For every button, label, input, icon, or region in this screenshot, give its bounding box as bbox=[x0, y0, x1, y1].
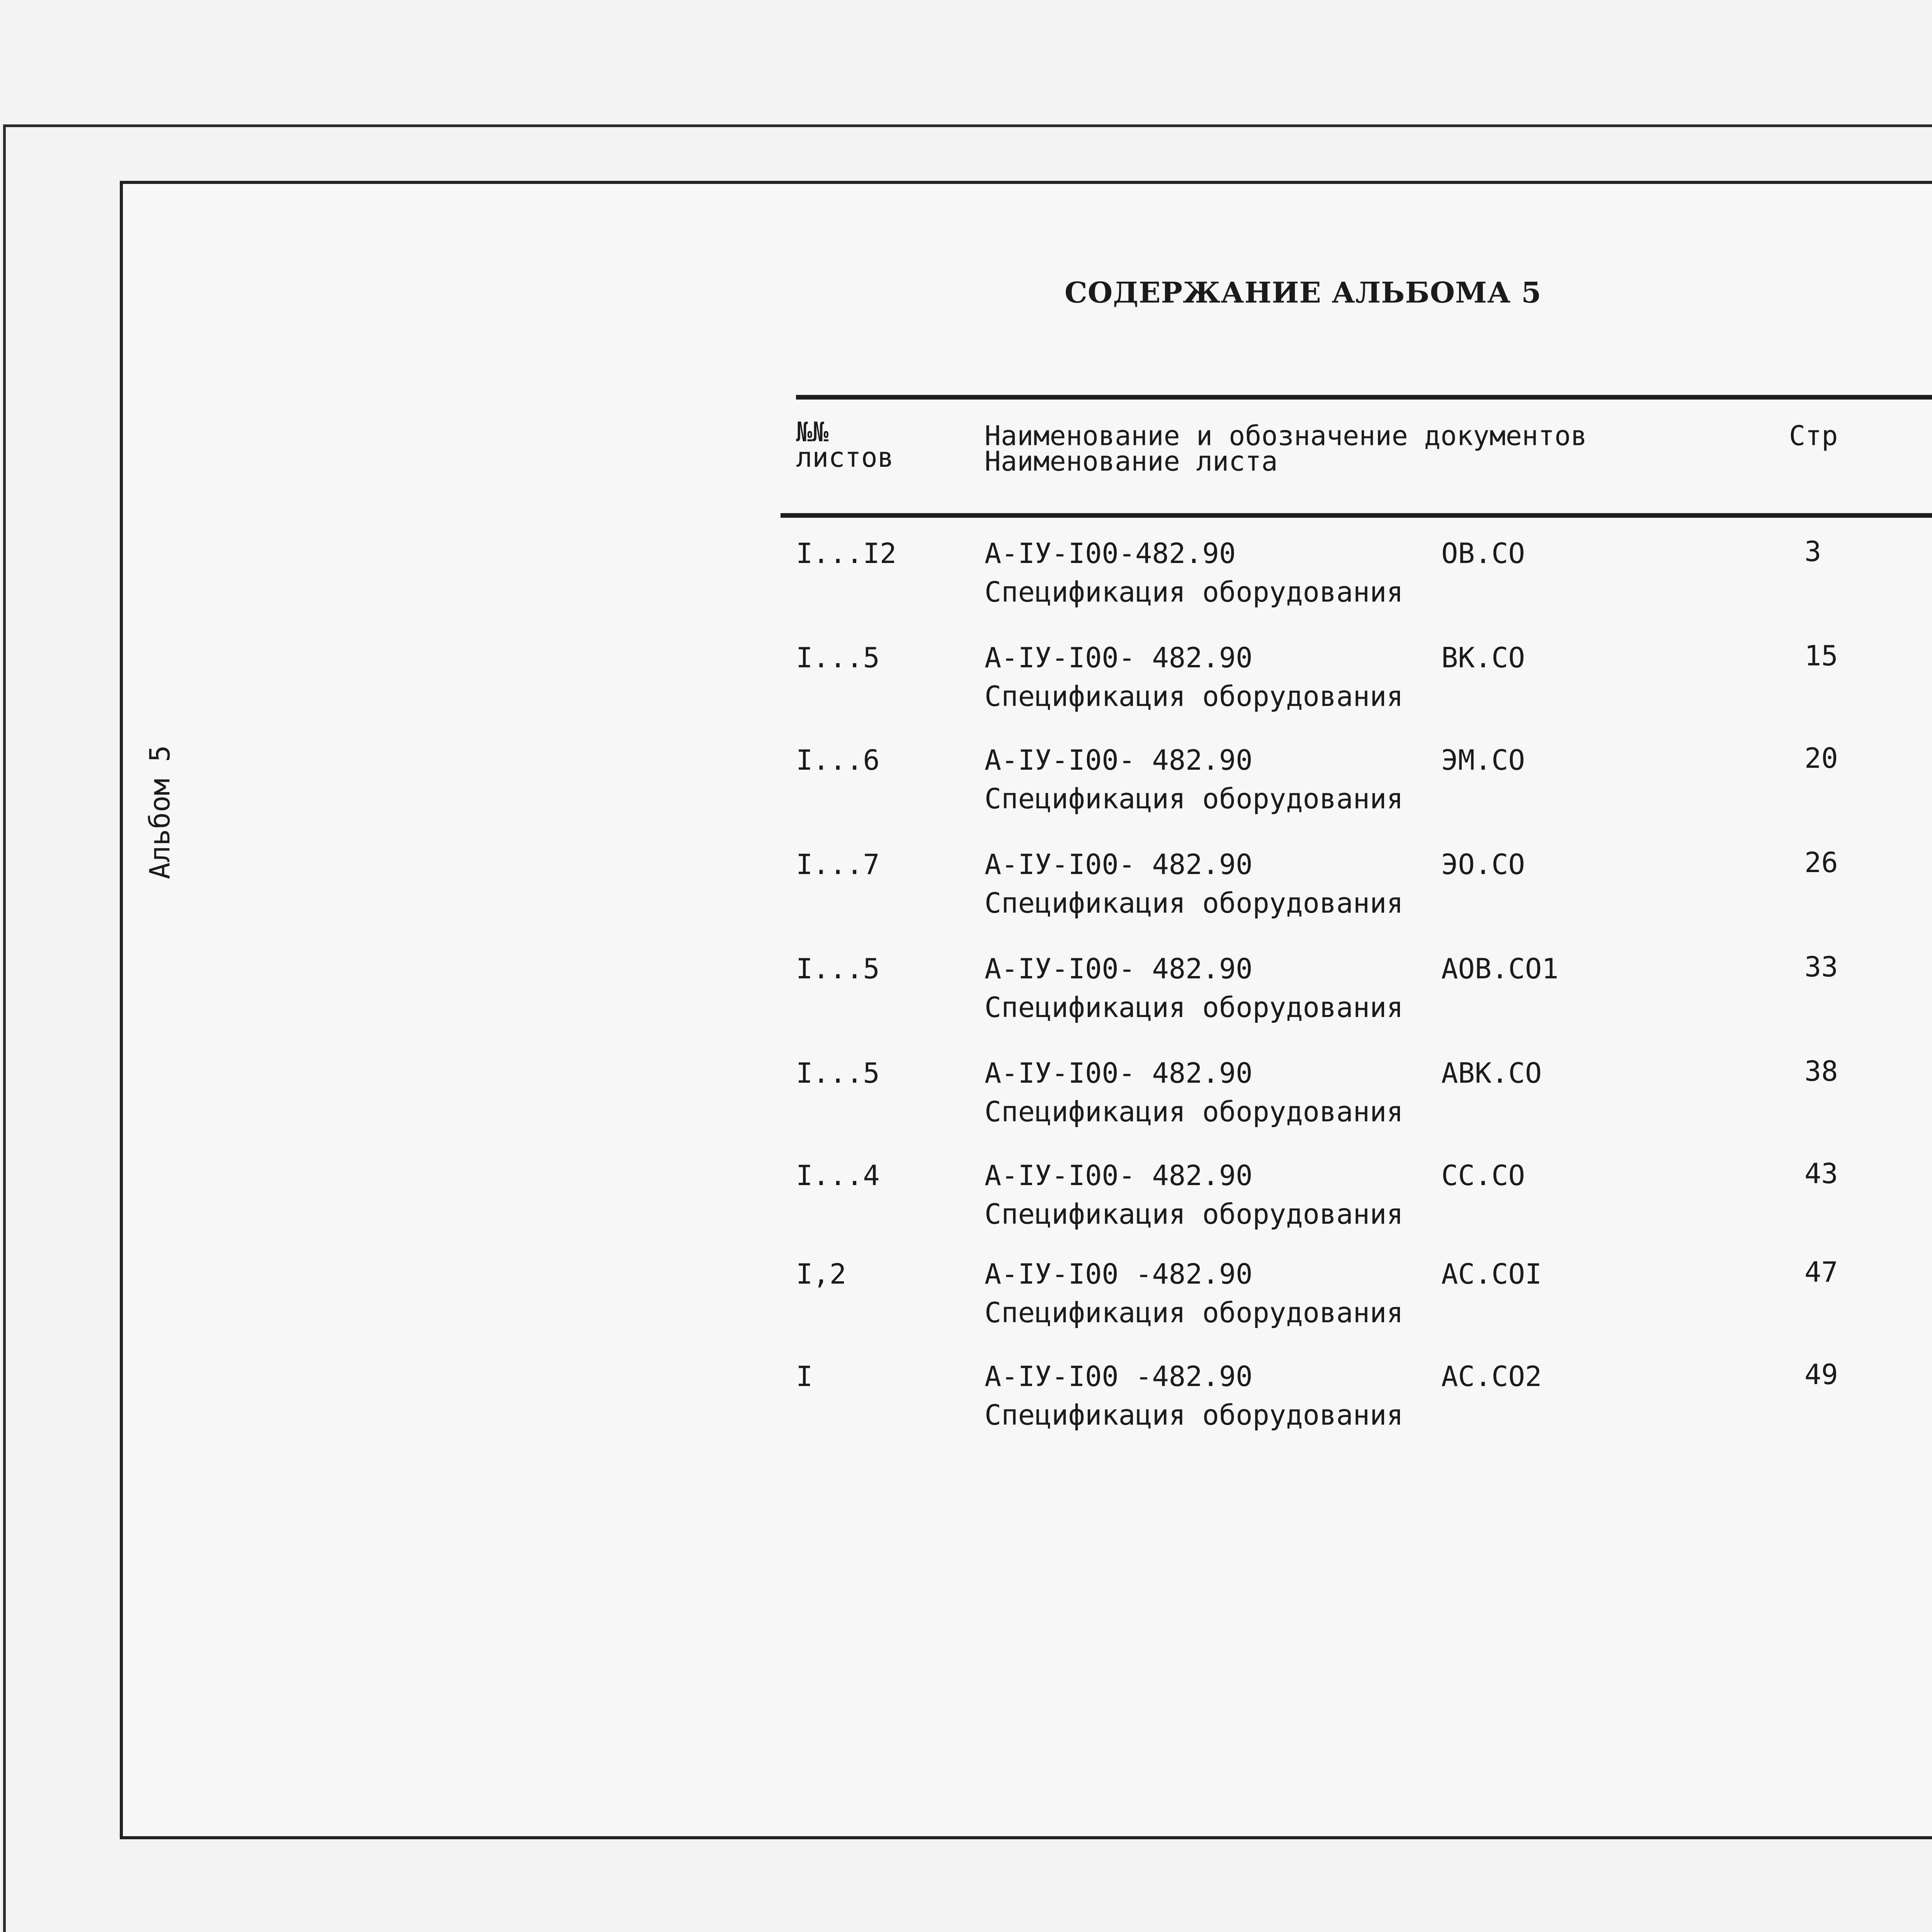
row-page: 49 bbox=[1804, 1358, 1838, 1391]
row-doc-code: А-IУ-I00- 482.90 bbox=[985, 744, 1253, 776]
row-page: 47 bbox=[1804, 1256, 1838, 1288]
row-doc-mark: АВК.СО bbox=[1441, 1057, 1542, 1089]
table-top-rule bbox=[796, 395, 1932, 400]
row-doc-code: А-IУ-I00- 482.90 bbox=[985, 1057, 1253, 1089]
row-sheets: I bbox=[796, 1360, 813, 1393]
row-sheets: I,2 bbox=[796, 1258, 847, 1290]
row-doc-mark: АОВ.СО1 bbox=[1441, 952, 1559, 985]
row-doc-mark: ОВ.СО bbox=[1441, 537, 1525, 570]
row-description: Спецификация оборудования bbox=[985, 680, 1403, 713]
row-doc-mark: АС.СОI bbox=[1441, 1258, 1542, 1290]
header-name bbox=[985, 420, 1587, 477]
row-description: Спецификация оборудования bbox=[985, 887, 1403, 919]
row-sheets: I...4 bbox=[796, 1159, 880, 1192]
row-description: Спецификация оборудования bbox=[985, 782, 1403, 815]
table-header-rule bbox=[781, 513, 1932, 518]
row-doc-mark: ВК.СО bbox=[1441, 641, 1525, 674]
page-title: СОДЕРЖАНИЕ АЛЬБОМА 5 bbox=[1065, 276, 1542, 310]
row-doc-code: А-IУ-I00-482.90 bbox=[985, 537, 1236, 570]
row-description: Спецификация оборудования bbox=[985, 991, 1403, 1024]
row-page: 38 bbox=[1804, 1055, 1838, 1087]
header-name-line2: Наименование листа bbox=[985, 446, 1278, 477]
row-doc-mark: ЭО.СО bbox=[1441, 848, 1525, 881]
row-doc-code: А-IУ-I00- 482.90 bbox=[985, 641, 1253, 674]
row-page: 33 bbox=[1804, 951, 1838, 983]
header-page: Стр bbox=[1789, 420, 1838, 452]
row-doc-code: А-IУ-I00- 482.90 bbox=[985, 1159, 1253, 1192]
row-sheets: I...6 bbox=[796, 744, 880, 776]
row-doc-code: А-IУ-I00- 482.90 bbox=[985, 848, 1253, 881]
header-sheets-line1: №№ bbox=[796, 416, 829, 448]
header-sheets bbox=[796, 416, 894, 473]
row-page: 20 bbox=[1804, 742, 1838, 774]
row-description: Спецификация оборудования bbox=[985, 576, 1403, 608]
row-doc-mark: СС.СО bbox=[1441, 1159, 1525, 1192]
row-sheets: I...5 bbox=[796, 1057, 880, 1089]
row-doc-mark: ЭМ.СО bbox=[1441, 744, 1525, 776]
row-page: 15 bbox=[1804, 639, 1838, 672]
row-page: 26 bbox=[1804, 846, 1838, 879]
row-sheets: I...5 bbox=[796, 641, 880, 674]
row-page: 43 bbox=[1804, 1157, 1838, 1190]
header-name-line1: Наименование и обозначение документов bbox=[985, 420, 1587, 452]
row-description: Спецификация оборудования bbox=[985, 1296, 1403, 1329]
row-doc-mark: АС.СО2 bbox=[1441, 1360, 1542, 1393]
row-sheets: I...5 bbox=[796, 952, 880, 985]
row-doc-code: А-IУ-I00 -482.90 bbox=[985, 1360, 1253, 1393]
row-sheets: I...I2 bbox=[796, 537, 897, 570]
row-description: Спецификация оборудования bbox=[985, 1198, 1403, 1230]
row-doc-code: А-IУ-I00- 482.90 bbox=[985, 952, 1253, 985]
row-page: 3 bbox=[1804, 535, 1821, 568]
row-description: Спецификация оборудования bbox=[985, 1095, 1403, 1128]
header-sheets-line2: листов bbox=[796, 442, 894, 473]
row-description: Спецификация оборудования bbox=[985, 1399, 1403, 1431]
row-sheets: I...7 bbox=[796, 848, 880, 881]
row-doc-code: А-IУ-I00 -482.90 bbox=[985, 1258, 1253, 1290]
side-album-label: Альбом 5 bbox=[143, 745, 176, 879]
